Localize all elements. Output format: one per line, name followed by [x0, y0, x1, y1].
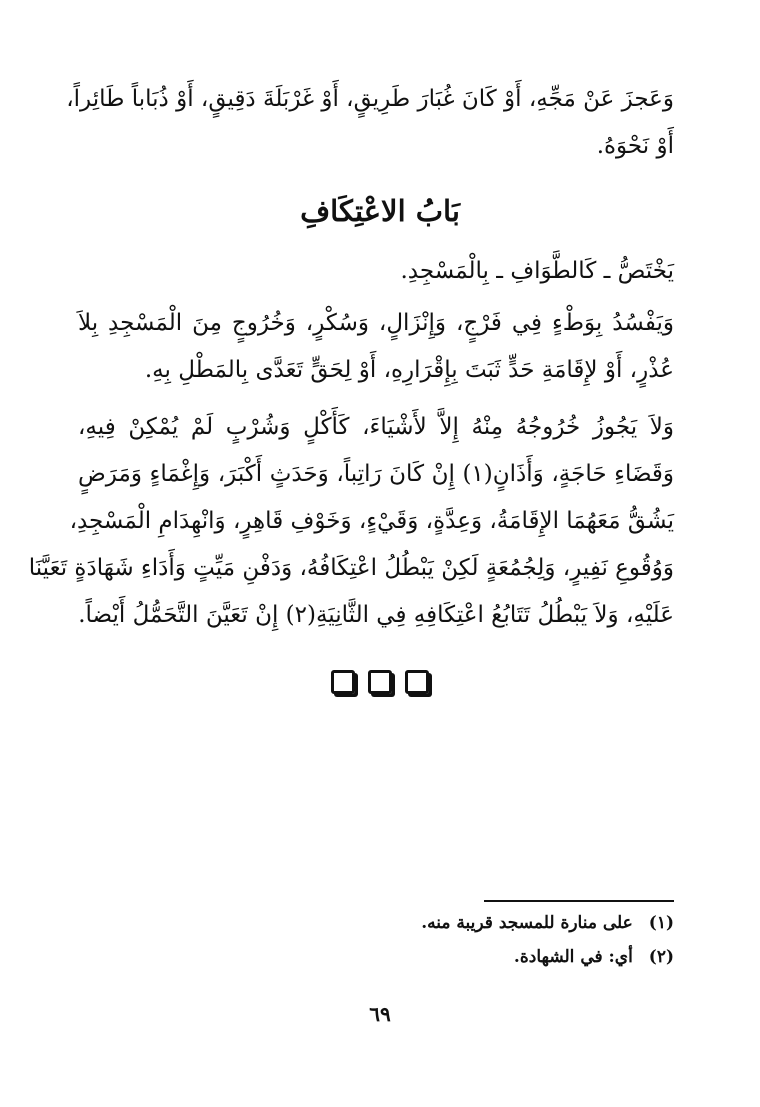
text-line: عَلَيْهِ، وَلاَ يَبْطُلُ تَتَابُعُ اعْتِكَافِهِ فِي الثَّانِيَةِ(٢) إِنْ تَعَيَّنَ التَّحَمُّلُ أَيْضاً.: [78, 602, 674, 628]
footnote-item: [78, 906, 674, 940]
chapter-heading: بَابُ الاعْتِكَافِ: [300, 194, 460, 228]
chapter-intro: [78, 248, 674, 295]
section-ornament: [0, 670, 760, 694]
text-line: يَخْتَصُّ ـ كَالطَّوَافِ ـ بِالْمَسْجِدِ.: [400, 258, 674, 284]
text-line: عُذْرٍ، أَوْ لإِقَامَةِ حَدٍّ ثَبَتَ بِإِقْرَارِهِ، أَوْ لِحَقٍّ تَعَدَّى بِالمَطْلِ بِهِ.: [144, 357, 674, 383]
text-line: وَيَفْسُدُ بِوَطْءٍ فِي فَرْجٍ، وَإِنْزَالٍ، وَسُكْرٍ، وَخُرُوجٍ مِنَ الْمَسْجِدِ بِلاَ: [78, 310, 674, 336]
footnote-text: أي: في الشهادة.: [513, 947, 633, 967]
text-line: أَوْ نَحْوَهُ.: [596, 133, 674, 159]
footnotes: [78, 906, 674, 974]
text-line: وَعَجزَ عَنْ مَجِّهِ، أَوْ كَانَ غُبَارَ طَرِيقٍ، أَوْ غَرْبَلَةَ دَقِيقٍ، أَوْ ذُبَاباً طَائِراً،: [66, 86, 674, 112]
text-line: وَلاَ يَجُوزُ خُرُوجُهُ مِنْهُ إِلاَّ لأَشْيَاءَ، كَأَكْلٍ وَشُرْبٍ لَمْ يُمْكِنْ فِيهِ،: [78, 414, 674, 440]
footnote-text: على منارة للمسجد قريبة منه.: [421, 913, 633, 933]
text-line: يَشُقُّ مَعَهُمَا الإِقَامَةُ، وَعِدَّةٍ، وَقَيْءٍ، وَخَوْفِ قَاهِرٍ، وَانْهِدَامِ الْمَسْجِدِ،: [69, 508, 674, 534]
footnote-number: (٢): [648, 947, 674, 967]
text-line: وَوُقُوعِ نَفِيرٍ، وَلِجُمُعَةٍ لَكِنْ يَبْطُلُ اعْتِكَافُهُ، وَدَفْنِ مَيِّتٍ وَأَدَاءِ شَهَادَةٍ تَعَيَّنَا: [28, 555, 674, 581]
square-ornament-icon: [405, 670, 429, 694]
paragraph-exits: [28, 404, 674, 639]
square-ornament-icon: [331, 670, 355, 694]
continued-paragraph: [66, 76, 674, 170]
square-ornament-icon: [368, 670, 392, 694]
page-number: ٦٩: [369, 1002, 391, 1026]
footnote-divider: [484, 900, 674, 902]
paragraph-invalidators: [78, 300, 674, 394]
text-line: وَقَضَاءِ حَاجَةٍ، وَأَذَانٍ(١) إِنْ كَانَ رَاتِباً، وَحَدَثٍ أَكْبَرَ، وَإِغْمَاءٍ وَمَرَضٍ: [78, 461, 674, 487]
footnote-number: (١): [648, 913, 674, 933]
footnote-item: [78, 940, 674, 974]
